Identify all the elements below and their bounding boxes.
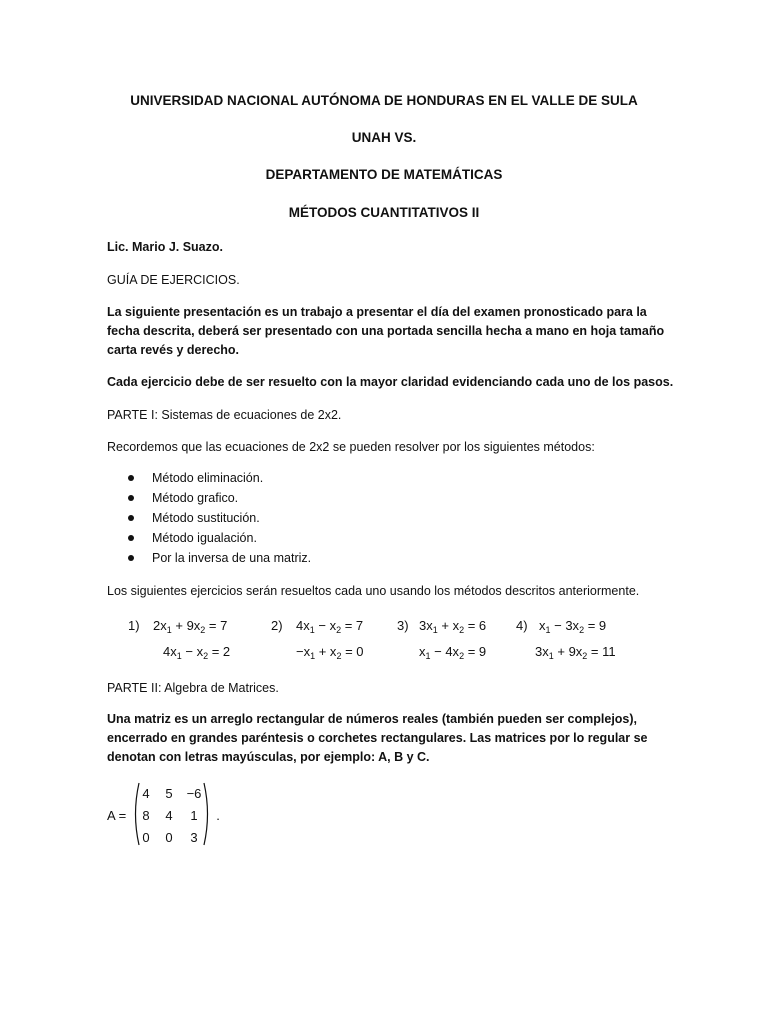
system-2-eq1: $4x_1 - x_2 = 7$	[296, 618, 364, 635]
bullet-icon	[128, 475, 134, 481]
system-3-number: 3)	[397, 618, 409, 633]
intro-paragraph: La siguiente presentación es un trabajo a presentar el día del examen pronosticado para la fecha descrita, deberá ser presentado con una portada sencilla hecha a mano en hoja tamaño carta revés y derecho.	[107, 305, 665, 357]
system-1-eq1: $2x_1 + 9x_2 = 7$	[153, 618, 228, 635]
bullet-icon	[128, 495, 134, 501]
list-item: Método eliminación.	[128, 468, 311, 488]
bullet-icon	[128, 555, 134, 561]
matrix-cell: 4	[142, 786, 150, 801]
guide-title: GUÍA DE EJERCICIOS.	[107, 273, 240, 287]
exercises-intro: Los siguientes ejercicios serán resueltos cada uno usando los métodos descritos anteriormente.	[107, 584, 640, 598]
matrix-cell: −6	[186, 786, 202, 801]
bullet-icon	[128, 535, 134, 541]
list-item: Método sustitución.	[128, 508, 311, 528]
matrix-cell: 0	[165, 830, 173, 845]
system-2-number: 2)	[271, 618, 283, 633]
list-item: Método grafico.	[128, 488, 311, 508]
matrix-cell: 0	[142, 830, 150, 845]
campus-title: UNAH VS.	[351, 130, 417, 145]
system-4-eq1: $x_1 - 3x_2 = 9$	[539, 618, 607, 635]
matrix-cell: 1	[190, 808, 198, 823]
system-3-eq1: $3x_1 + x_2 = 6$	[419, 618, 487, 635]
system-2-eq2: $-x_1 + x_2 = 0$	[296, 644, 364, 661]
bullet-icon	[128, 515, 134, 521]
instruction-text: Cada ejercicio debe de ser resuelto con la mayor claridad evidenciando cada uno de los pasos.	[107, 375, 674, 389]
matrix-definition: Una matriz es un arreglo rectangular de números reales (también pueden ser complejos), encerrado en grandes paréntesis o corchetes rectangulares. Las matrices por lo regular se denotan con letras mayúsculas, por ejemplo: A, B y C.	[107, 712, 648, 764]
methods-list	[128, 468, 311, 568]
system-3-eq2: $x_1 - 4x_2 = 9$	[419, 644, 487, 661]
part1-intro: Recordemos que las ecuaciones de 2x2 se pueden resolver por los siguientes métodos:	[107, 440, 595, 454]
instructor-name: Lic. Mario J. Suazo.	[107, 240, 223, 254]
department-title: DEPARTAMENTO DE MATEMÁTICAS	[265, 167, 503, 182]
matrix-cell: 8	[142, 808, 150, 823]
system-4-number: 4)	[516, 618, 528, 633]
matrix-cell: 5	[165, 786, 173, 801]
matrix-cell: 4	[165, 808, 173, 823]
course-title: MÉTODOS CUANTITATIVOS II	[288, 205, 480, 220]
system-1-eq2: $4x_1 - x_2 = 2$	[163, 644, 231, 661]
system-4-eq2: $3x_1 + 9x_2 = 11$	[535, 644, 616, 661]
system-1-number: 1)	[128, 618, 140, 633]
university-title: UNIVERSIDAD NACIONAL AUTÓNOMA DE HONDURAS EN EL VALLE DE SULA	[130, 93, 638, 108]
part2-title: PARTE II: Algebra de Matrices.	[107, 681, 279, 695]
matrix-label: A =	[107, 808, 127, 823]
part1-title: PARTE I: Sistemas de ecuaciones de 2x2.	[107, 408, 342, 422]
list-item: Por la inversa de una matriz.	[128, 548, 311, 568]
list-item: Método igualación.	[128, 528, 311, 548]
matrix-trailing-dot: .	[216, 808, 220, 823]
matrix-cell: 3	[190, 830, 198, 845]
